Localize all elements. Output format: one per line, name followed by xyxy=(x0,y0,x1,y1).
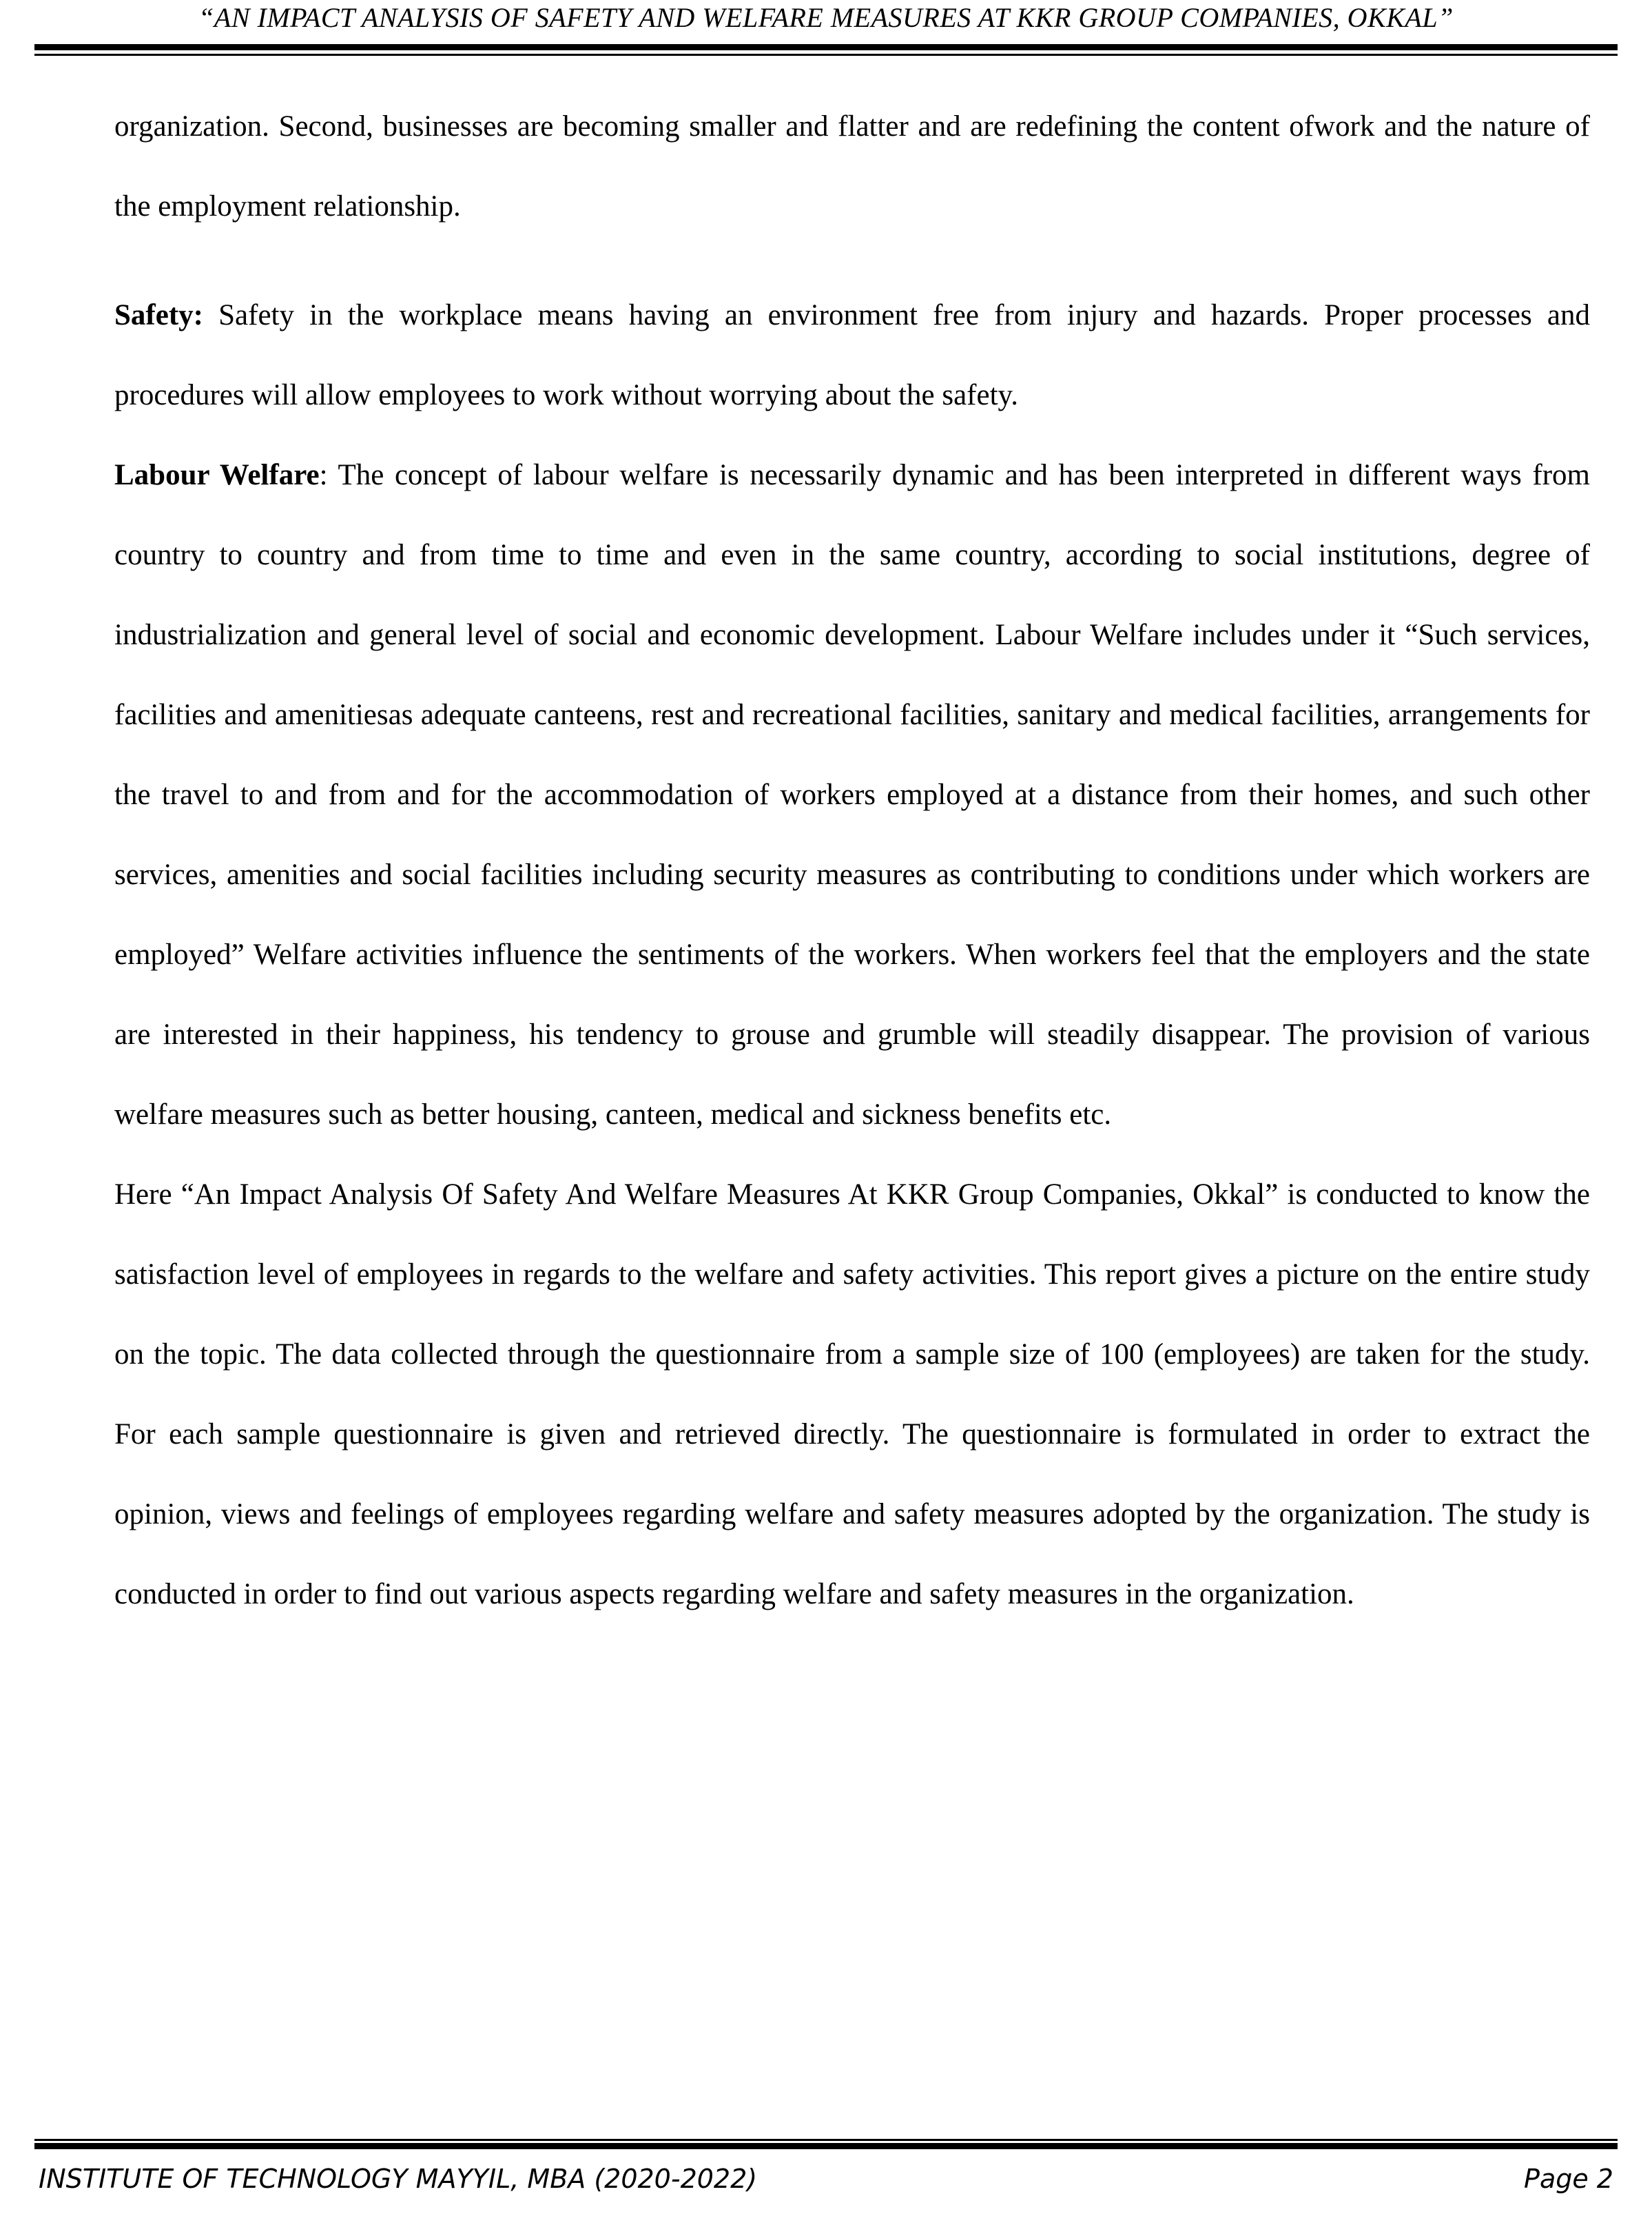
safety-heading: Safety: xyxy=(114,299,203,331)
labour-welfare-text: : The concept of labour welfare is necessarily dynamic and has been interpreted in different ways from country to country and from time to time and even in the same country, according to social institutions, degree of industrialization and general level of social and economic development. Labour Welfare includes under it “Such services, facilities and amenitiesas adequate canteens, rest and recreational facilities, sanitary and medical facilities, arrangements for the travel to and from and for the accommodation of workers employed at a distance from their homes, and such other services, amenities and social facilities including security measures as contributing to conditions under which workers are employed” Welfare activities influence the sentiments of the workers. When workers feel that the employers and the state are interested in their happiness, his tendency to grouse and grumble will steadily disappear. The provision of various welfare measures such as better housing, canteen, medical and sickness benefits etc. xyxy=(114,459,1590,1131)
header-rule-thick xyxy=(34,44,1618,50)
running-header-title: “AN IMPACT ANALYSIS OF SAFETY AND WELFARE MEASURES AT KKR GROUP COMPANIES, OKKAL” xyxy=(198,2,1454,33)
header-rule-thin xyxy=(34,54,1618,56)
paragraph-safety xyxy=(114,276,1590,435)
labour-welfare-heading: Labour Welfare xyxy=(114,459,320,491)
paragraph-study-overview: Here “An Impact Analysis Of Safety And Welfare Measures At KKR Group Companies, Okkal” is conducted to know the satisfaction level of employees in regards to the welfare and safety activities. This report gives a picture on the entire study on the topic. The data collected through the questionnaire from a sample size of 100 (employees) are taken for the study. For each sample questionnaire is given and retrieved directly. The questionnaire is formulated in order to extract the opinion, views and feelings of employees regarding welfare and safety measures adopted by the organization. The study is conducted in order to find out various aspects regarding welfare and safety measures in the organization. xyxy=(114,1178,1590,1610)
safety-text: Safety in the workplace means having an environment free from injury and hazards. Proper processes and procedures will allow employees to work without worrying about the safety. xyxy=(114,299,1590,411)
page-number: Page 2 xyxy=(1524,2164,1613,2194)
footer-rule-thick xyxy=(34,2143,1618,2149)
paragraph-organization: organization. Second, businesses are becoming smaller and flatter and are redefining the content ofwork and the nature of the employment relationship. xyxy=(114,110,1590,223)
footer-rule-thin xyxy=(34,2139,1618,2141)
footer-institute: INSTITUTE OF TECHNOLOGY MAYYIL, MBA (2020-2022) xyxy=(39,2164,758,2194)
paragraph-labour-welfare xyxy=(114,435,1590,1155)
page-body xyxy=(114,87,1590,1634)
